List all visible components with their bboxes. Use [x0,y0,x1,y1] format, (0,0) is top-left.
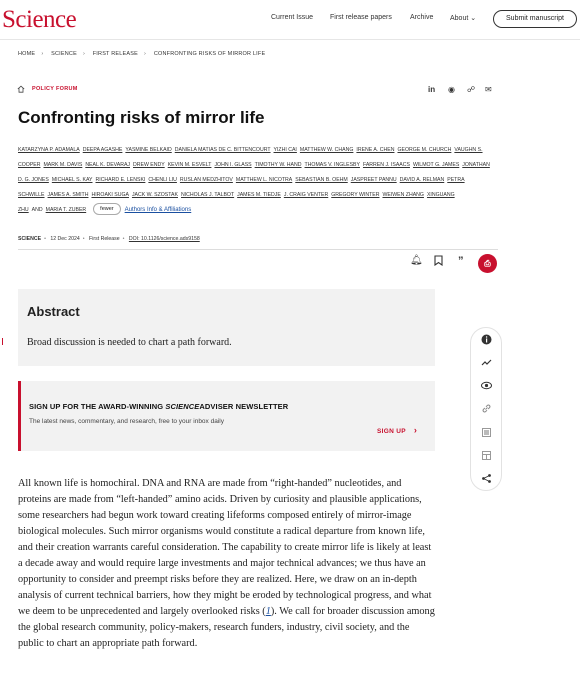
author-link[interactable]: J. CRAIG VENTER [283,191,329,198]
author-link[interactable]: JAMES A. SMITH [47,191,89,198]
article-title: Confronting risks of mirror life [18,108,265,127]
newsletter-panel [18,381,435,451]
wechat-icon[interactable]: ☍ [467,85,476,94]
newsletter-signup-button[interactable] [377,425,417,435]
nav-first-release[interactable]: First release papers [330,14,392,21]
nav-about[interactable] [450,14,476,22]
author-link[interactable]: SEBASTIAN B. OEHM [295,176,348,183]
abstract-heading: Abstract [27,304,80,319]
bookmark-icon[interactable] [434,255,443,271]
author-link[interactable]: RICHARD E. LENSKI [95,176,146,183]
author-link[interactable]: THOMAS V. INGLESBY [304,161,360,168]
author-link[interactable]: DREW ENDY [133,161,165,168]
nav-archive[interactable]: Archive [410,14,434,21]
publish-date: 12 Dec 2024 [50,236,80,242]
newsletter-title-brand: SCIENCE [165,402,200,411]
author-link[interactable]: KEVIN M. ESVELT [167,161,212,168]
author-and: AND [31,206,43,213]
author-link[interactable]: NICHOLAS J. TALBOT [180,191,235,198]
top-header [0,0,580,40]
submit-manuscript-button[interactable]: Submit manuscript [493,10,577,28]
chevron-right-icon: › [82,51,85,57]
figures-icon[interactable] [480,427,492,439]
breadcrumb-science[interactable]: SCIENCE [51,51,77,57]
newsletter-title-prefix: SIGN UP FOR THE AWARD-WINNING [29,402,166,411]
author-link[interactable]: JACK W. SZOSTAK [131,191,178,198]
author-link[interactable]: NEAL K. DEVARAJ [85,161,130,168]
tables-icon[interactable] [480,450,492,462]
author-link[interactable]: JAMES M. TIEDJE [237,191,281,198]
newsletter-title-suffix: ADVISER NEWSLETTER [199,402,289,411]
newsletter-title [29,402,288,411]
author-list [18,143,492,218]
author-link[interactable]: DANIELA MATIAS DE C. BITTENCOURT [174,147,271,153]
author-link[interactable]: MICHAEL S. KAY [51,176,93,183]
pdf-icon[interactable]: ⎙ [478,254,497,273]
linkedin-icon[interactable]: in [428,85,436,94]
bell-icon[interactable]: 🔔︎ [410,255,423,266]
author-link[interactable]: YASMINE BELKAID [125,147,172,153]
body-text-part-2: ). We call for broader discussion among the global research community, policy-makers, research funders, industry, civil society, and the public to chart an appropriate path forward. [18,606,435,649]
author-link[interactable]: DAVID A. RELMAN [399,176,445,183]
article-body [18,476,436,652]
body-text-part-1: All known life is homochiral. DNA and RNA are made from “right-handed” nucleotides, and proteins are made from “left-handed” amino acids. Driven by curiosity and plausible applications, some researchers had begun work toward creating lifeforms composed entirely of mirror-image biological molecules. Such mirror organisms would constitute a radical departure from known life, and their creation warrants careful consideration. The capability to create mirror life is likely at least a decade away and would require large investments and major technical advances; we thus have an opportunity to consider and preempt risks before they are realized. Here, we draw on an in-depth analysis of current technical barriers, how they might be eroded by technological progress, and what we deem to be unprecedented and largely overlooked risks ( [18,478,432,617]
section-label[interactable]: POLICY FORUM [32,86,78,92]
email-icon[interactable]: ✉ [485,85,492,94]
author-link[interactable]: IRENE A. CHEN [356,147,395,153]
author-link[interactable]: JASPREET PANNU [350,176,397,183]
science-logo[interactable]: Science [2,6,77,33]
chevron-down-icon: ⌄ [470,15,477,22]
nav-about-label: About [450,15,469,22]
author-link[interactable]: MARIA T. ZUBER [45,206,87,213]
author-link[interactable]: MATTHEW W. CHANG [299,147,354,153]
newsletter-subtitle: The latest news, commentary, and research, free to your inbox daily [29,418,224,425]
author-link[interactable]: JOHN I. GLASS [214,161,252,168]
nav-current-issue[interactable]: Current Issue [271,14,314,21]
doi-link[interactable]: DOI: 10.1126/science.ads9158 [128,236,200,242]
author-link[interactable]: KATARZYNA P. ADAMALA [18,147,80,153]
author-link[interactable]: FARREN J. ISAACS [362,161,410,168]
metrics-icon[interactable] [480,357,492,369]
author-link[interactable]: MARK M. DAVIS [43,161,83,168]
breadcrumb-home[interactable]: HOME [18,51,36,57]
link-icon[interactable] [480,403,492,415]
reddit-icon[interactable]: ◉ [448,85,455,94]
breadcrumb-first-release[interactable]: FIRST RELEASE [92,51,139,57]
author-link[interactable]: TIMOTHY W. HAND [254,161,302,168]
journal-name: SCIENCE [18,236,42,242]
chevron-right-icon: › [41,51,44,57]
reference-link[interactable]: 1 [265,606,271,617]
release-status: First Release [89,236,120,242]
author-link[interactable]: XINGUANG ZHU [18,191,455,213]
author-link[interactable]: DEEPA AGASHE [82,147,123,153]
author-link[interactable]: PETRA SCHWILLE [18,176,465,198]
author-link[interactable]: JONATHAN D. G. JONES [18,161,490,183]
author-link[interactable]: VAUGHN S. COOPER [18,147,483,168]
author-link[interactable]: GREGORY WINTER [331,191,380,198]
home-icon[interactable] [17,85,25,93]
chevron-right-icon: › [144,51,147,57]
share-icon[interactable] [480,473,492,485]
abstract-text: Broad discussion is needed to chart a path forward. [27,337,232,348]
author-link[interactable]: WILMOT G. JAMES [412,161,460,168]
author-link[interactable]: HIROAKI SUGA [91,191,129,198]
signup-label: SIGN UP [377,428,406,435]
info-icon[interactable] [480,334,492,346]
scroll-marker [2,338,3,345]
author-link[interactable]: RUSLAN MEDZHITOV [179,176,233,183]
quote-icon[interactable]: ” [458,255,464,267]
breadcrumb [18,51,271,57]
author-link[interactable]: WEIWEN ZHANG [382,191,424,198]
view-icon[interactable] [480,380,492,392]
author-link[interactable]: CHENLI LIU [148,176,177,183]
author-link[interactable]: YIZHI CAI [273,147,297,153]
author-link[interactable]: MATTHEW L. NICOTRA [235,176,293,183]
fewer-authors-button[interactable]: fewer [93,203,120,215]
article-meta: SCIENCE • 12 Dec 2024 • First Release • DOI: 10.1126/science.ads9158 [18,236,200,242]
chevron-right-icon: › [413,425,418,435]
breadcrumb-current: CONFRONTING RISKS OF MIRROR LIFE [153,51,266,57]
abstract-panel [18,289,435,366]
author-link[interactable]: GEORGE M. CHURCH [397,147,452,153]
affiliations-link[interactable]: Authors Info & Affiliations [124,206,192,213]
divider [18,249,498,250]
